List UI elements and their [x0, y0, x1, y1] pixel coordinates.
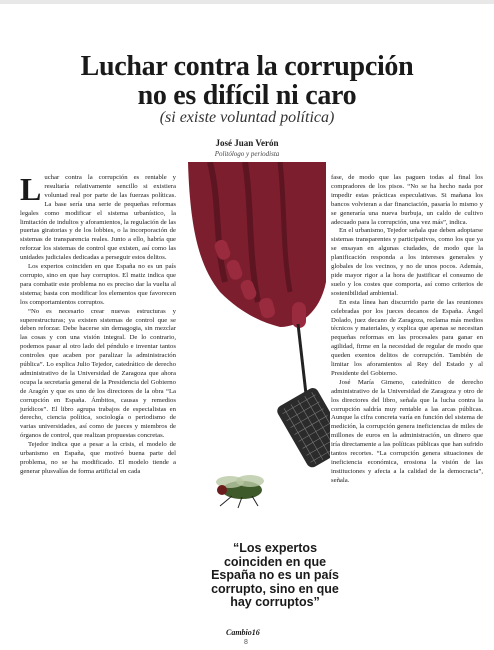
paragraph-text: uchar contra la corrupción es rentable y resultaría relativamente sencillo si existiera voluntad real por parte de las fuerzas políticas. La base sería una serie de pequeñas reformas legales como modificar el sistema urbanístico, la limitación de indultos y aforamientos, la regulación de las puertas giratorias y de los lobbies, o la incorporación de sistemas de transparencia reales. Junto a ello, habría que reforzar los sistemas de control que existen, así como las unidades judiciales dedicadas a perseguir estos delitos. [20, 174, 176, 262]
headline-line-1: Luchar contra la corrupción [80, 51, 414, 82]
headline-line-2: no es difícil ni caro [137, 80, 357, 111]
sleeve-shape [188, 162, 326, 327]
top-rule [0, 0, 494, 4]
article-column-left [20, 171, 176, 477]
fly-swatter-illustration [180, 162, 330, 542]
paragraph: fase, de modo que las paguen todas al final los compradores de los pisos. “No se ha hecho nada por impedir estas prácticas especulativas. Si mañana los bancos volvieran a dar financiación, pasaría lo mismo y se generaría una nueva burbuja, un caldo de cultivo adecuado para la corrupción, una vez más”, indica. [331, 174, 483, 226]
page-number: 8 [244, 639, 248, 646]
pull-quote: “Los expertos coinciden en que España no es un país corrupto, sino en que hay corruptos” [211, 541, 339, 609]
drop-cap: L [20, 171, 42, 207]
paragraph: Tejedor indica que a pesar a la crisis, el modelo de urbanismo en España, que motivó buena parte del problema, no se ha modificado. El modelo tiende a generar plusvalías de forma artificial en cada [20, 441, 176, 475]
author-role: Politólogo y periodista [214, 150, 280, 158]
subtitle: (si existe voluntad política) [159, 109, 335, 126]
swatter-head [275, 386, 330, 470]
paragraph: “No es necesario crear nuevas estructuras y superestructuras; ya existen sistemas de control que se deben reforzar. Debe hacerse sin demagogia, sin mezclar las cosas y con una visión integral. De lo contrario, podemos pasar al otro lado del péndulo e inventar tantos controles que acaben por paralizar la administración pública”. Lo explica Julio Tejedor, catedrático de derecho administrativo de la Universidad de Zaragoza que ahora ocupa la secretaría general de la Presidencia del Gobierno de Aragón y que es uno de los directores de la obra “La corrupción en España. Ámbitos, causas y remedios jurídicos”. El libro agrupa trabajos de especialistas en derecho, ciencia política, sociología o periodismo de varias universidades, así como de jueces y miembros de órganos de control, que realizan propuestas concretas. [20, 307, 176, 440]
paragraph: En esta línea han discurrido parte de las reuniones celebradas por los jueces decanos de España. Ángel Dolado, juez decano de Zaragoza, reclama más medios técnicos y materiales, y explica que apenas se necesitan pequeñas reformas en las procesales para ganar en agilidad, firme en la necesidad de regular de modo que queden exentos delitos de corrupción. También de limitar los aforamientos al Rey del Estado y al Presidente del Gobierno. [331, 298, 483, 377]
author-name: José Juan Verón [215, 138, 279, 148]
fly-icon [216, 475, 264, 508]
paragraph: En el urbanismo, Tejedor señala que deben adoptarse sistemas transparentes y participativos, como los que ya se ensayan en algunas ciudades, de modo que la planificación responda a los intereses generales y globales de los vecinos, y no de unos pocos. Además, pide mayor rigor a la hora de justificar el consumo de suelo y los costes que comporta, así como criterios de sostenibilidad ambiental. [331, 227, 483, 297]
paragraph: José María Gimeno, catedrático de derecho administrativo de la Universidad de Zaragoza y otro de los directores del libro, señala que la lucha contra la corrupción saldría muy rentable a las arcas públicas. Aunque la cifra concreta varía en función del sistema de medición, la corrupción genera ineficiencias de miles de millones de euros en la administración, un dinero que iría directamente a las políticas públicas que han sufrido tantos recortes. “La corrupción genera situaciones de ineficiencia económica, erosiona la visión de las instituciones y afecta a la calidad de la democracia”, señala. [331, 378, 483, 484]
magazine-logo: Cambio16 [226, 628, 260, 637]
paragraph [20, 171, 176, 263]
headline [20, 52, 474, 110]
article-column-right [331, 174, 483, 486]
swatter-handle [298, 324, 306, 394]
paragraph: Los expertos coinciden en que España no es un país corrupto, sino en que hay corruptos. El matiz indica que para combatir este problema no es preciso dar la vuelta al sistema; basta con modificar los elementos que favorecen los comportamientos corruptos. [20, 263, 176, 306]
